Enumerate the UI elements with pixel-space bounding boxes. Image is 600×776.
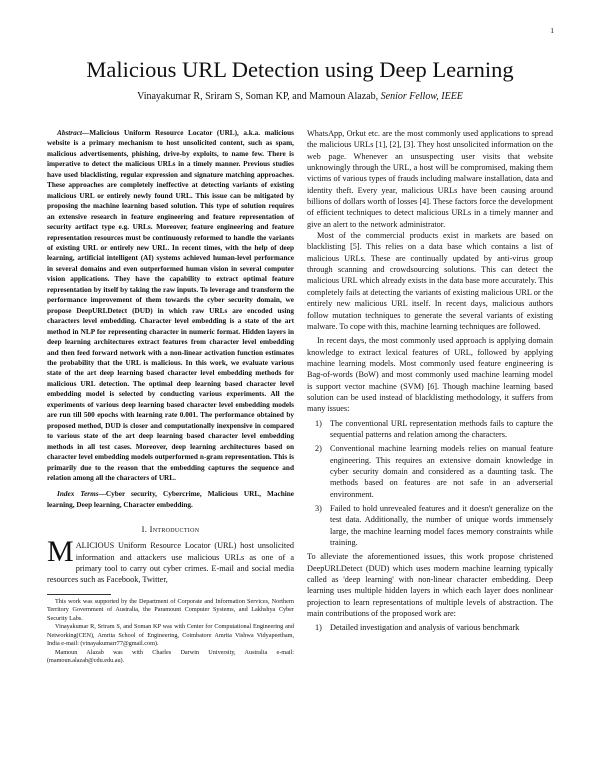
left-column [47,128,294,666]
list-item: 1) Detailed investigation and analysis of various benchmark [315,623,520,633]
list-item: 2) Conventional machine learning models relies on manual feature engineering. This requires an extensive domain knowledge in cyber security domain and considered as a daunting task. The methods based on features are not safe in an adverserial environment. [315,444,553,499]
section-title: Introduction [149,524,200,535]
abstract-label: Abstract [57,129,82,137]
author-names: Vinayakumar R, Sriram S, Soman KP, and Mamoun Alazab, [137,91,379,102]
footnote-funding: This work was supported by the Department of Corporate and Information Services, Northern Territory Government of Australia, the Paramount Computer Systems, and Lakhshya Cyber Security Labs. [47,597,294,622]
paper-title: Malicious URL Detection using Deep Learning [86,57,514,82]
body-paragraph-1: WhatsApp, Orkut etc. are the most commonly used applications to spread the malicious URLs [1], [2], [3]. They host unsolicited information on the web page. Whenever an unsuspecting user visits that website unknowingly through the URL, a host will be compromised, making them victims of various types of frauds including malware installation, data and identity theft. Every year, malicious URLs have been causing around billions of dollars worth of losses [4]. These factors force the development of efficient techniques to detect malicious URLs in a timely manner and give an alert to the network administrator. [307,129,553,229]
issues-list [307,418,553,549]
index-terms [47,489,294,510]
intro-paragraph [47,535,294,585]
right-column [307,128,553,637]
closing-paragraph: To alleviate the aforementioned issues, this work propose christened DeepURLDetect (DUD) which uses modern machine learning typically called as 'deep learning' with non-linear character embedding. Deep learning uses multiple hidden layers in which each layer does nonlinear projection to learn representations of multiple levels of abstraction. The main contributions of the proposed work are: [307,552,553,619]
intro-text: ALICIOUS Uniform Resource Locator (URL) host unsolicited information and attackers use malicious URLs as one of a primary tool to carry out cyber crimes. E-mail and social media resources such as Facebook, Twitter, [47,541,294,585]
index-terms-label: Index Terms [57,490,99,499]
author-line [40,91,560,103]
index-terms-text: —Cyber security, Cybercrime, Malicious URL, Machine learning, Deep learning, Character embedding. [47,490,294,509]
abstract [47,128,294,483]
section-number: I. [141,524,148,535]
list-item: 1) The conventional URL representation methods fails to capture the sequential patterns and relation among the characters. [315,418,553,439]
section-heading [47,524,294,534]
page-number: 1 [550,26,554,35]
list-item: 3) Failed to hold unrevealed features and it doesn't generalize on the test data. Additionally, the number of unique words immensely large, the machine learning model faces memory constraints while training. [315,504,553,548]
footnote-authors-affiliation: Vinayakumar R, Sriram S, and Soman KP was with Center for Computational Engineering and Networking(CEN), Amrita School of Engineering, Coimbatore Amrita Vishwa Vidyapeetham, India e-mail: (vinayakumarr77@gmail.com). [47,623,294,648]
body-paragraph-3: In recent days, the most commonly used approach is applying domain knowledge to extract lexical features of URL, followed by applying machine learning models. Most commonly used feature engineering is Bag-of-words (BoW) and most commonly used machine learning model is support vector machine (SVM) [6]. Though machine learning based solution can be used instead of blacklisting methodology, it suffers from many issues: [307,336,553,414]
contributions-list [307,622,553,633]
drop-cap: M [47,535,74,569]
footnote-alazab-affiliation: Mamoun Alazab was with Charles Darwin University, Australia e-mail: (mamoun.alazab@cdu.edu.au). [47,648,294,665]
abstract-text: —Malicious Uniform Resource Locator (URL), a.k.a. malicious website is a primary mechanism to host unsolicited content, such as spam, malicious advertisements, phishing, drive-by exploits, to name few. There is imperative to detect the malicious URLs in a timely manner. Previous studies have used blacklisting, regular expression and signature matching approaches. These approaches are completely ineffective at detecting variants of existing malicious URL or entirely newly found URL. This issue can be mitigated by proposing the machine learning based solution. This type of solution requires an extensive research in feature engineering and feature representation of security artifact type e.g. URLs. Moreover, feature engineering and feature representation resources must be continuously reformed to handle the variants of existing URL or entirely new URL. In recent times, with the help of deep learning, artificial intelligent (AI) systems achieved human-level performance in several domains and even outperformed human vision in several computer vision applications. They have the capability to extract optimal feature representation by itself by taking the raw inputs. To leverage and transform the performance improvement of them towards the cyber security domain, we propose DeepURLDetect (DUD) in which raw URLs are encoded using characters level embedding. Character level embedding is a state of the art method in NLP for representing character in numeric format. Hidden layers in deep learning architectures extract features from character level embedding and then feed forward network with a non-linear activation function estimates the probability that the URL is malicious. In this work, we evaluate various state of the art deep learning based character level embedding methods for malicious URL detection. The optimal deep learning based character level embedding model is selected by conducting various experiments. All the experiments of various deep learning based character level embedding models are run till 500 epochs with learning rate 0.001. The performance obtained by proposed method, DUD is closer and computationally inexpensive in compared to various state of the art deep learning based character level embedding methods in all test cases. Moreover, deep learning architectures based on character level embedding models outperformed n-gram representation. This is primarily due to the reason that the embedding captures the sequence and relation among all the characters of URL. [47,129,294,482]
author-title: Senior Fellow, IEEE [380,91,463,102]
body-paragraph-2: Most of the commercial products exist in markets are based on blacklisting [5]. This relies on a data base which contains a list of malicious URLs. These are continually updated by anti-virus group through scanning and crowdsourcing solutions. This can detect the malicious URL which already exists in the data base more accurately. This completely fails at detecting the variants of existing malicious URL or the entirely new malicious URL itself. In recent days, malicious authors follow mutation techniques to generate the several variants of existing malware. To cope with this, machine learning techniques are followed. [307,231,553,331]
footnote-divider [47,594,111,595]
